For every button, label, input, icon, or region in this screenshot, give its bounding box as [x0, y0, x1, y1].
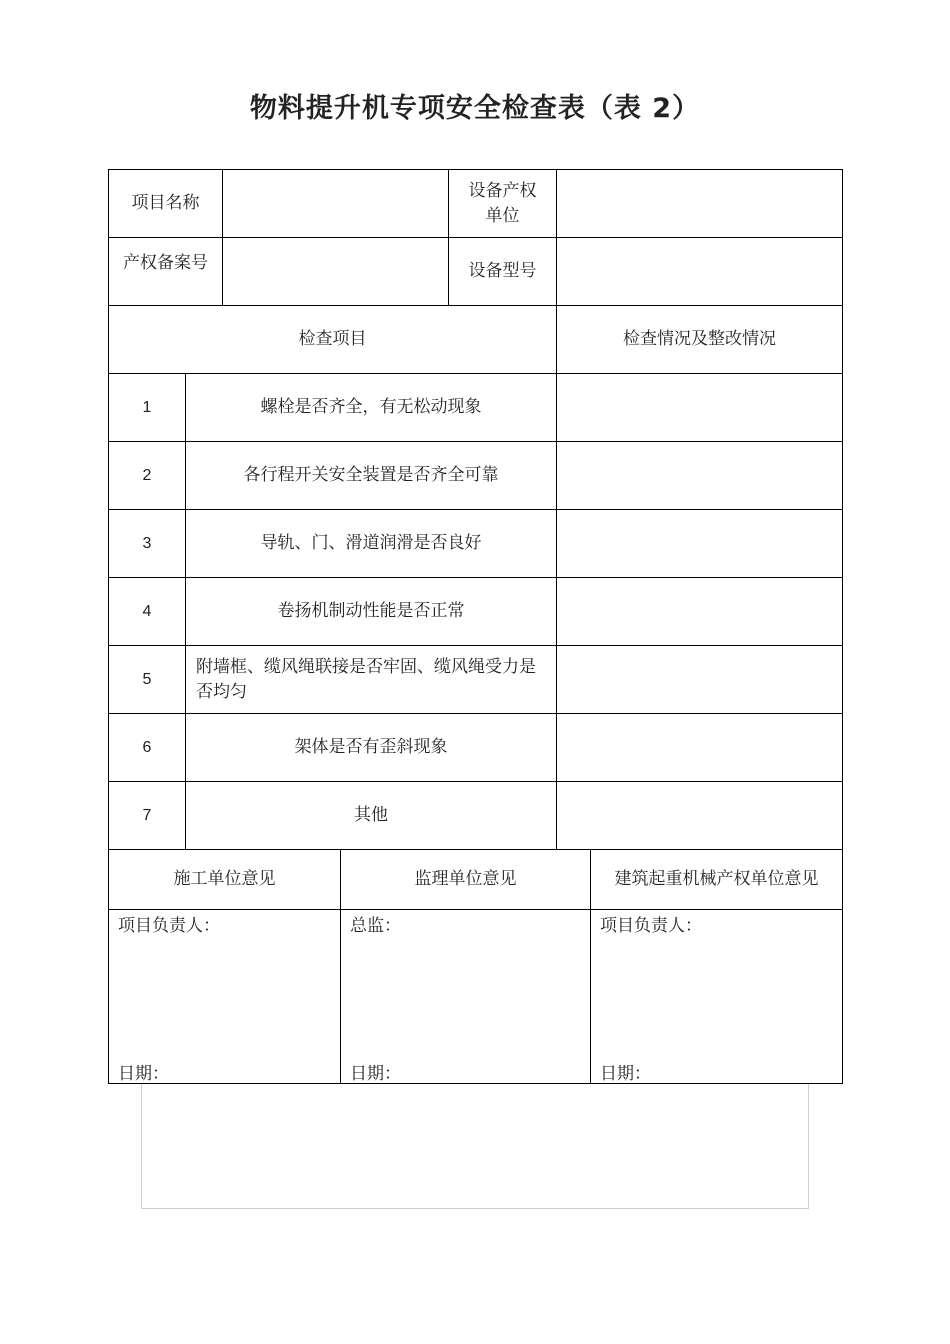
- column-header-status: 检查情况及整改情况: [623, 329, 776, 350]
- row-item: 螺栓是否齐全，有无松动现象: [260, 397, 482, 418]
- row-item: 其他: [354, 805, 388, 826]
- row-status-field[interactable]: [557, 510, 842, 577]
- row-status-field[interactable]: [557, 714, 842, 781]
- row-item: 各行程开关安全装置是否齐全可靠: [243, 465, 499, 486]
- row-status-field[interactable]: [557, 578, 842, 645]
- row-number: 2: [142, 466, 152, 484]
- row-number: 3: [142, 534, 152, 552]
- row-status-field[interactable]: [557, 782, 842, 849]
- supervision-opinion-heading: 监理单位意见: [414, 869, 517, 890]
- supervision-signer-label: 总监：: [350, 916, 401, 936]
- supervision-date-label: 日期：: [350, 1064, 401, 1084]
- record-number-label: 产权备案号: [123, 252, 208, 273]
- record-number-field[interactable]: [223, 238, 448, 305]
- row-number: 4: [142, 602, 152, 620]
- row-number: 1: [142, 398, 152, 416]
- construction-date-label: 日期：: [118, 1064, 169, 1084]
- construction-opinion-heading: 施工单位意见: [173, 869, 276, 890]
- row-status-field[interactable]: [557, 646, 842, 713]
- row-number: 7: [142, 806, 152, 824]
- page-title: 物料提升机专项安全检查表（表 2）: [249, 93, 701, 124]
- row-number: 6: [142, 738, 152, 756]
- row-item: 附墙框、缆风绳联接是否牢固、缆风绳受力是否均匀: [196, 656, 536, 702]
- equipment-owner-field[interactable]: [557, 170, 842, 237]
- owner-date-label: 日期：: [600, 1064, 651, 1084]
- equipment-model-label: 设备型号: [468, 261, 537, 282]
- owner-opinion-heading: 建筑起重机械产权单位意见: [614, 869, 819, 890]
- row-number: 5: [142, 670, 152, 688]
- construction-signer-label: 项目负责人：: [118, 916, 220, 936]
- row-item: 架体是否有歪斜现象: [294, 737, 448, 758]
- row-item: 卷扬机制动性能是否正常: [277, 601, 465, 622]
- row-status-field[interactable]: [557, 374, 842, 441]
- project-name-field[interactable]: [223, 170, 448, 237]
- column-header-items: 检查项目: [298, 329, 367, 350]
- project-name-label: 项目名称: [131, 193, 200, 214]
- row-item: 导轨、门、滑道润滑是否良好: [260, 533, 482, 554]
- equipment-model-field[interactable]: [557, 238, 842, 305]
- row-status-field[interactable]: [557, 442, 842, 509]
- owner-signer-label: 项目负责人：: [600, 916, 702, 936]
- equipment-owner-label: 设备产权单位: [468, 180, 537, 226]
